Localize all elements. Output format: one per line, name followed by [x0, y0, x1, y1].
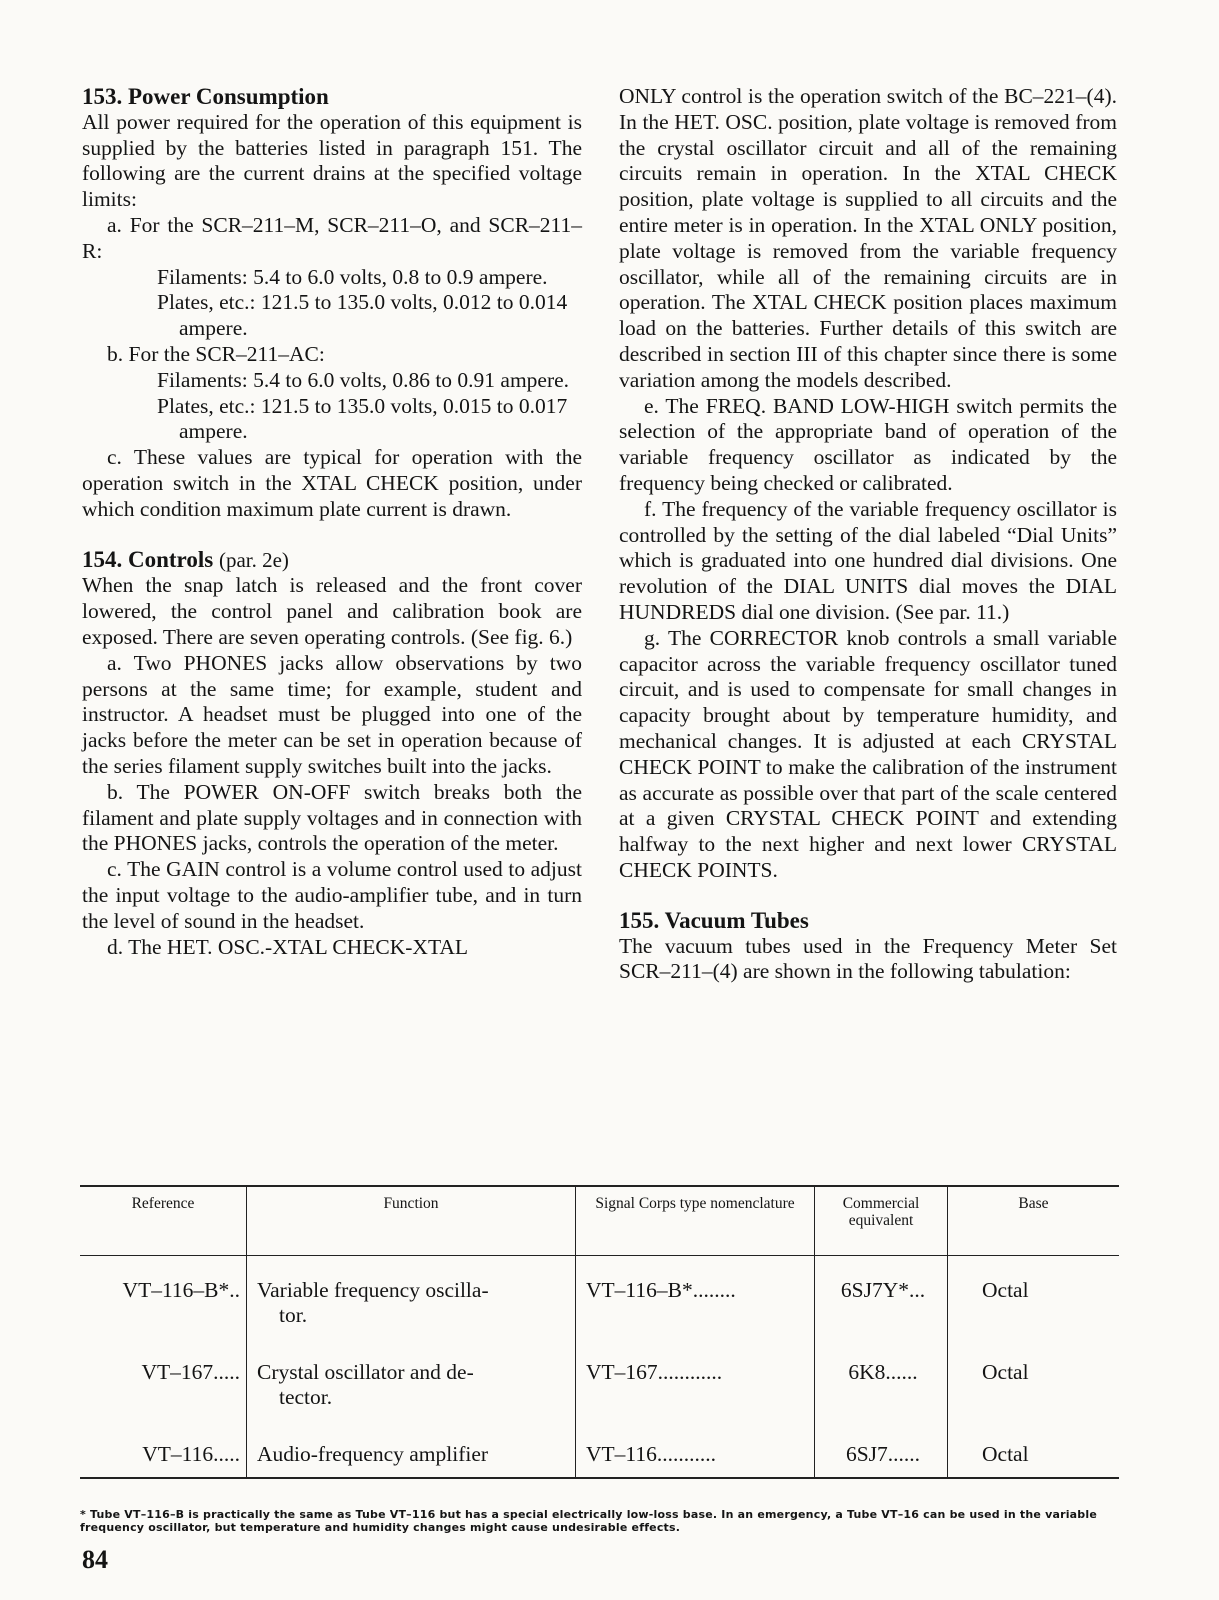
vacuum-tubes-table: [80, 1185, 1119, 1479]
control-d: d. The HET. OSC.-XTAL CHECK-XTAL: [107, 934, 469, 959]
cell-commercial: 6SJ7......: [815, 1420, 948, 1478]
cell-reference: VT–116.....: [80, 1420, 247, 1478]
section-154-heading: [82, 547, 582, 574]
table-row: [80, 1420, 1119, 1478]
right-column: [619, 84, 1117, 985]
table-row: [80, 1338, 1119, 1420]
item-c: c. These values are typical for operation with the operation switch in the XTAL CHECK position, under which condition maximum plate current is drawn.: [82, 445, 582, 521]
cell-base: Octal: [948, 1338, 1120, 1420]
section-153-intro: All power required for the operation of this equipment is supplied by the batteries listed in paragraph 151. The following are the current drains at the specified voltage limits:: [82, 109, 582, 212]
cell-function: [247, 1338, 576, 1420]
cell-commercial: 6SJ7Y*...: [815, 1256, 948, 1339]
table-header-row: [80, 1186, 1119, 1256]
header-base: Base: [948, 1186, 1120, 1256]
cell-base: Octal: [948, 1420, 1120, 1478]
item-a: a. For the SCR–211–M, SCR–211–O, and SCR–211–R:: [82, 212, 582, 263]
table-row: [80, 1256, 1119, 1339]
header-reference: Reference: [80, 1186, 247, 1256]
cell-signal-corps: VT–167............: [576, 1338, 815, 1420]
left-column: [82, 84, 582, 960]
section-155-intro: The vacuum tubes used in the Frequency Meter Set SCR–211–(4) are shown in the following tabulation:: [619, 933, 1117, 984]
section-155-heading: 155. Vacuum Tubes: [619, 907, 809, 933]
cell-function-line2: tor.: [279, 1303, 308, 1327]
cell-reference: VT–116–B*..: [122, 1278, 240, 1302]
cell-function-line1: Variable frequency oscilla-: [257, 1278, 489, 1302]
section-154-title: 154. Controls: [82, 546, 214, 572]
item-b: b. For the SCR–211–AC:: [107, 341, 325, 366]
item-b-plates: Plates, etc.: 121.5 to 135.0 volts, 0.015 to 0.017 ampere.: [157, 393, 568, 444]
cell-signal-corps: VT–116...........: [576, 1420, 815, 1478]
header-function: Function: [247, 1186, 576, 1256]
header-commercial: Commercial equivalent: [815, 1186, 948, 1256]
control-e: e. The FREQ. BAND LOW-HIGH switch permits the selection of the appropriate band of operation of the variable frequency oscillator as indicated by the frequency being checked or calibrated.: [619, 393, 1117, 495]
control-a: a. Two PHONES jacks allow observations by two persons at the same time; for example, student and instructor. A headset must be plugged into one of the jacks before the meter can be set in operation because of the series filament supply switches built into the jacks.: [82, 650, 582, 778]
cell-base: Octal: [948, 1256, 1120, 1339]
cell-signal-corps: VT–116–B*........: [576, 1256, 815, 1339]
page-number: 84: [82, 1545, 108, 1574]
cell-function: [247, 1256, 576, 1339]
section-154-intro: When the snap latch is released and the front cover lowered, the control panel and calibration book are exposed. There are seven operating controls. (See fig. 6.): [82, 573, 582, 649]
control-d-continued: ONLY control is the operation switch of the BC–221–(4). In the HET. OSC. position, plate voltage is removed from the crystal oscillator circuit and all of the remaining circuits remain in operation. In the XTAL CHECK position, plate voltage is supplied to all circuits and the entire meter is in operation. In the XTAL ONLY position, plate voltage is removed from the variable frequency oscillator, while all of the remaining circuits are in operation. The XTAL CHECK position places maximum load on the batteries. Further details of this switch are described in section III of this chapter since there is some variation among the models described.: [619, 84, 1117, 392]
item-a-filaments: Filaments: 5.4 to 6.0 volts, 0.8 to 0.9 ampere.: [157, 264, 548, 289]
control-g: g. The CORRECTOR knob controls a small variable capacitor across the variable frequency oscillator tuned circuit, and is used to compensate for small changes in capacity brought about by temperature humidity, and mechanical changes. It is adjusted at each CRYSTAL CHECK POINT to make the calibration of the instrument as accurate as possible over that part of the scale centered at a given CRYSTAL CHECK POINT and extending halfway to the next higher and next lower CRYSTAL CHECK POINTS.: [619, 625, 1117, 882]
section-154-ref: (par. 2e): [218, 547, 289, 572]
control-b: b. The POWER ON-OFF switch breaks both the filament and plate supply voltages and in connection with the PHONES jacks, controls the operation of the meter.: [82, 779, 582, 856]
cell-reference: VT–167.....: [141, 1360, 240, 1384]
header-signal-corps: Signal Corps type nomenclature: [576, 1186, 815, 1256]
control-c: c. The GAIN control is a volume control used to adjust the input voltage to the audio-amplifier tube, and in turn the level of sound in the headset.: [82, 857, 582, 933]
item-a-plates: Plates, etc.: 121.5 to 135.0 volts, 0.012 to 0.014 ampere.: [157, 290, 568, 341]
cell-function-line2: tector.: [279, 1385, 333, 1409]
section-153-heading: 153. Power Consumption: [82, 84, 329, 109]
control-f: f. The frequency of the variable frequency oscillator is controlled by the setting of the dial labeled “Dial Units” which is graduated into one hundred dial divisions. One revolution of the DIAL UNITS dial moves the DIAL HUNDREDS dial one division. (See par. 11.): [619, 496, 1117, 624]
table-footnote: * Tube VT–116–B is practically the same as Tube VT–116 but has a special electrically low-loss base. In an emergency, a Tube VT–16 can be used in the variable frequency oscillator, but temperature and humidity changes might cause undesirable effects.: [80, 1508, 1097, 1534]
item-b-filaments: Filaments: 5.4 to 6.0 volts, 0.86 to 0.91 ampere.: [157, 367, 570, 392]
cell-commercial: 6K8......: [815, 1338, 948, 1420]
cell-function-line1: Crystal oscillator and de-: [257, 1360, 474, 1384]
cell-function: Audio-frequency amplifier: [247, 1420, 576, 1478]
